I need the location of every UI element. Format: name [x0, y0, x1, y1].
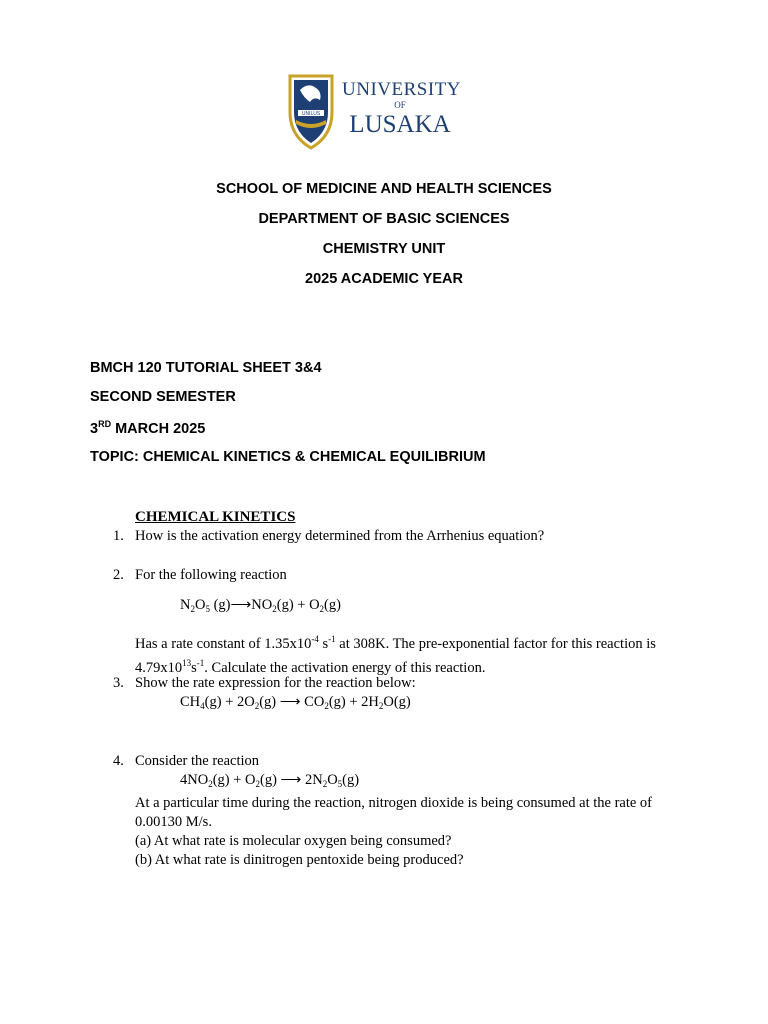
question-1	[113, 527, 703, 546]
university-logo	[286, 72, 461, 152]
question-number: 3.	[113, 675, 124, 691]
question-instruction: Calculate the activation energy of this reaction.	[211, 660, 486, 676]
logo-line-of: OF	[394, 100, 406, 110]
shield-icon	[286, 72, 336, 152]
reaction-equation: $4NO_2(g) + O_2(g)$ ⟶ $2N_2O_5(g)$	[180, 772, 360, 789]
date-line	[90, 419, 205, 437]
logo-line-lusaka: LUSAKA	[349, 111, 451, 138]
question-3	[113, 674, 703, 716]
question-2	[113, 566, 703, 678]
question-number: 4.	[113, 753, 124, 769]
sub-question-a: (a) At what rate is molecular oxygen being consumed?	[135, 833, 452, 849]
question-intro: For the following reaction	[135, 567, 287, 583]
shield-motto: UNILUS	[301, 111, 321, 117]
date-suffix: RD	[98, 419, 112, 429]
question-intro: Consider the reaction	[135, 753, 260, 769]
question-text: Has a rate constant of $1.35x10^{-4}$ $s^{-1}$ at 308K. The pre-exponential factor for this reaction is	[135, 634, 656, 652]
course-title: BMCH 120 TUTORIAL SHEET 3&4	[90, 360, 322, 376]
reaction-equation: $N_2O_5$ $(g)⟶NO_2(g) + O_2(g)$	[180, 597, 341, 614]
question-text-cont: $4.79x10^{13}s^{-1}$. Calculate the activation energy of this reaction.	[135, 658, 486, 676]
section-title: CHEMICAL KINETICS	[135, 509, 296, 525]
sub-question-b: (b) At what rate is dinitrogen pentoxide being produced?	[135, 852, 464, 868]
question-text: How is the activation energy determined from the Arrhenius equation?	[135, 528, 545, 544]
school-heading: SCHOOL OF MEDICINE AND HEALTH SCIENCES	[216, 181, 552, 197]
question-text-cont: 0.00130 M/s.	[135, 814, 212, 830]
department-heading: DEPARTMENT OF BASIC SCIENCES	[258, 211, 510, 227]
logo-line-university: UNIVERSITY	[342, 79, 461, 100]
date-rest: MARCH 2025	[111, 421, 206, 437]
question-text: At a particular time during the reaction, nitrogen dioxide is being consumed at the rate of	[135, 795, 653, 811]
question-text: Show the rate expression for the reaction below:	[135, 675, 416, 691]
question-4	[113, 752, 703, 870]
logo-wordmark	[342, 79, 461, 138]
date-day: 3	[90, 421, 99, 437]
unit-heading: CHEMISTRY UNIT	[322, 241, 446, 257]
question-number: 1.	[113, 528, 124, 544]
question-number: 2.	[113, 567, 124, 583]
semester-label: SECOND SEMESTER	[90, 389, 236, 405]
topic-line: TOPIC: CHEMICAL KINETICS & CHEMICAL EQUILIBRIUM	[90, 449, 486, 465]
academic-year-heading: 2025 ACADEMIC YEAR	[305, 271, 463, 287]
reaction-equation: $CH_4(g) + 2O_2(g)$ ⟶ $CO_2(g) + 2H_2O(g)$	[180, 694, 411, 711]
